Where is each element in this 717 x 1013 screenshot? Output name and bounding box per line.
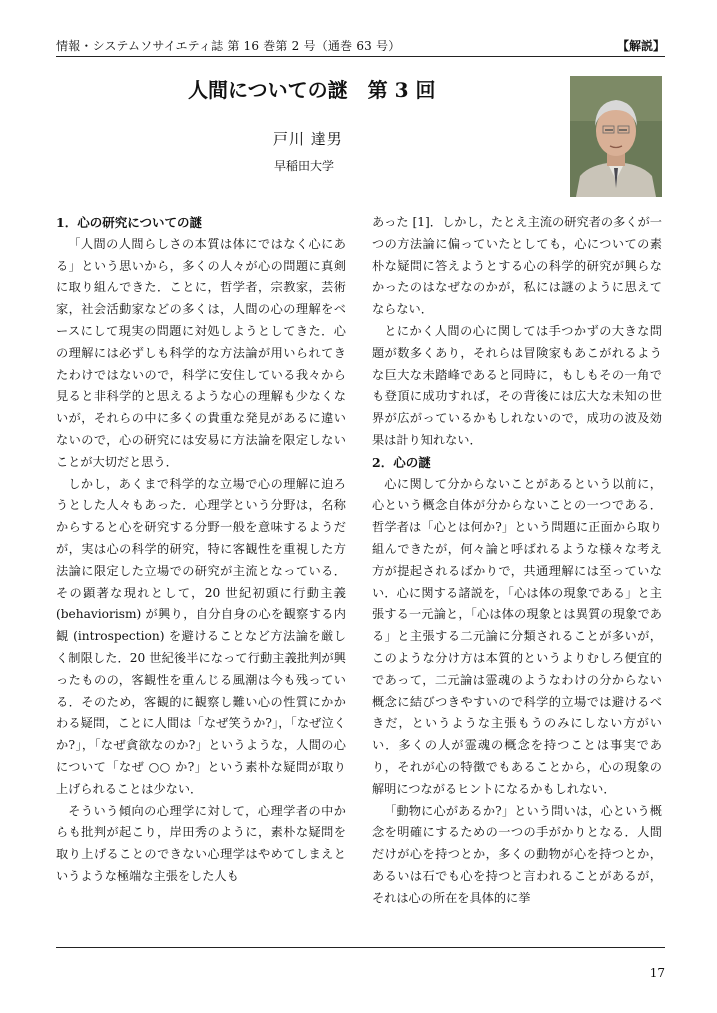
paragraph: しかし，あくまで科学的な立場で心の理解に迫ろうとした人々もあった．心理学という分野は，名称からすると心を研究する分野一般を意味するようだが，実は心の科学的研究，特に客観性を重視した方法論に限定した立場での研究が主流となっている．その顕著な現れとして，20 世紀初頭に行動主義 (behaviorism) が興り，自分自身の心を観察する内観 (introspection) を避けることなど方法論を厳しく制限した．20 世紀後半になって行動主義批判が興ったものの，客観性を重んじる風潮は今も残っている．そのため，客観的に観察し難い心の性質にかかわる疑問，ことに人間は「なぜ笑うか?」，「なぜ泣くか?」，「なぜ貪欲なのか?」というような，人間の心について「なぜ ○○ か?」という素朴な疑問が取り上げられることは少ない． xyxy=(56,476,346,796)
section-label: 【解説】 xyxy=(616,39,665,53)
paragraph: そういう傾向の心理学に対して，心理学者の中からも批判が起こり，岸田秀のように，素朴な疑問を取り上げることのできない心理学はやめてしまえというような極端な主張をした人も xyxy=(56,803,346,883)
header-divider xyxy=(56,56,665,57)
article-title: 人間についての謎 第 3 回 xyxy=(188,78,436,102)
paragraph: 「人間の人間らしさの本質は体にではなく心にある」という思いから，多くの人々が心の問題に真剣に取り組んできた．ことに，哲学者，宗教家，芸術家，社会活動家などの多くは，人間の心の理解をベースにして現実の問題に対処しようとしてきた．心の理解には必ずしも科学的な方法論が用いられてきたわけではないので，科学に安住している我々から見ると非科学的と思えるような心の理解も少なくないが，それらの中に多くの貴重な発見があるに違いないので，心の研究には安易に方法論を限定しないことが大切だと思う． xyxy=(56,236,346,469)
paragraph: あった [1]．しかし，たとえ主流の研究者の多くが一つの方法論に偏っていたとしても，心についての素朴な疑問に答えようとする心の科学的研究が興らなかったのはなぜなのかが，私には謎のように思えてならない． xyxy=(372,215,662,317)
journal-header: 情報・システムソサイエティ誌 第 16 巻第 2 号（通巻 63 号） xyxy=(56,39,401,53)
section-heading-1: 1．心の研究についての謎 xyxy=(56,215,202,230)
paragraph: 心に関して分からないことがあるという以前に，心という概念自体が分からないことの一つである．哲学者は「心とは何か?」という問題に正面から取り組んできたが，何々論と呼ばれるような様々な考え方が提起されるばかりで，共通理解には至っていない．心に関する諸説を，「心は体の現象である」と主張する一元論と，「心は体の現象とは異質の現象である」と主張する二元論に分類されることが多いが，このような分け方は本質的というよりむしろ便宜的であって，二元論は霊魂のようなわけの分からない概念に結びつきやすいので科学的立場では避けるべきだ，というような主張もうのみにしない方がいい．多くの人が霊魂の概念を持つことは事実であり，それが心の特徴でもあることから，心の現象の解明につながるヒントになるかもしれない． xyxy=(372,476,662,796)
author-affiliation: 早稲田大学 xyxy=(274,159,335,173)
left-column xyxy=(56,212,346,888)
paragraph: 「動物に心があるか?」という問いは，心という概念を明確にするための一つの手がかりとなる．人間だけが心を持つとか，多くの動物が心を持つとか，あるいは石でも心を持つと言われることがあるが，それは心の所在を具体的に挙 xyxy=(372,803,662,905)
footer-divider xyxy=(56,947,665,948)
right-column xyxy=(372,212,662,910)
section-heading-2: 2．心の謎 xyxy=(372,454,431,470)
page-number: 17 xyxy=(649,966,665,980)
paragraph: とにかく人間の心に関しては手つかずの大きな問題が数多くあり，それらは冒険家もあこがれるような巨大な未踏峰であると同時に，もしもその一角でも登頂に成功すれば，その背後には広大な未知の世界が広がっているかもしれないので，成功の波及効果は計り知れない． xyxy=(372,323,662,447)
author-photo xyxy=(570,76,662,197)
author-name: 戸川 達男 xyxy=(273,130,343,148)
